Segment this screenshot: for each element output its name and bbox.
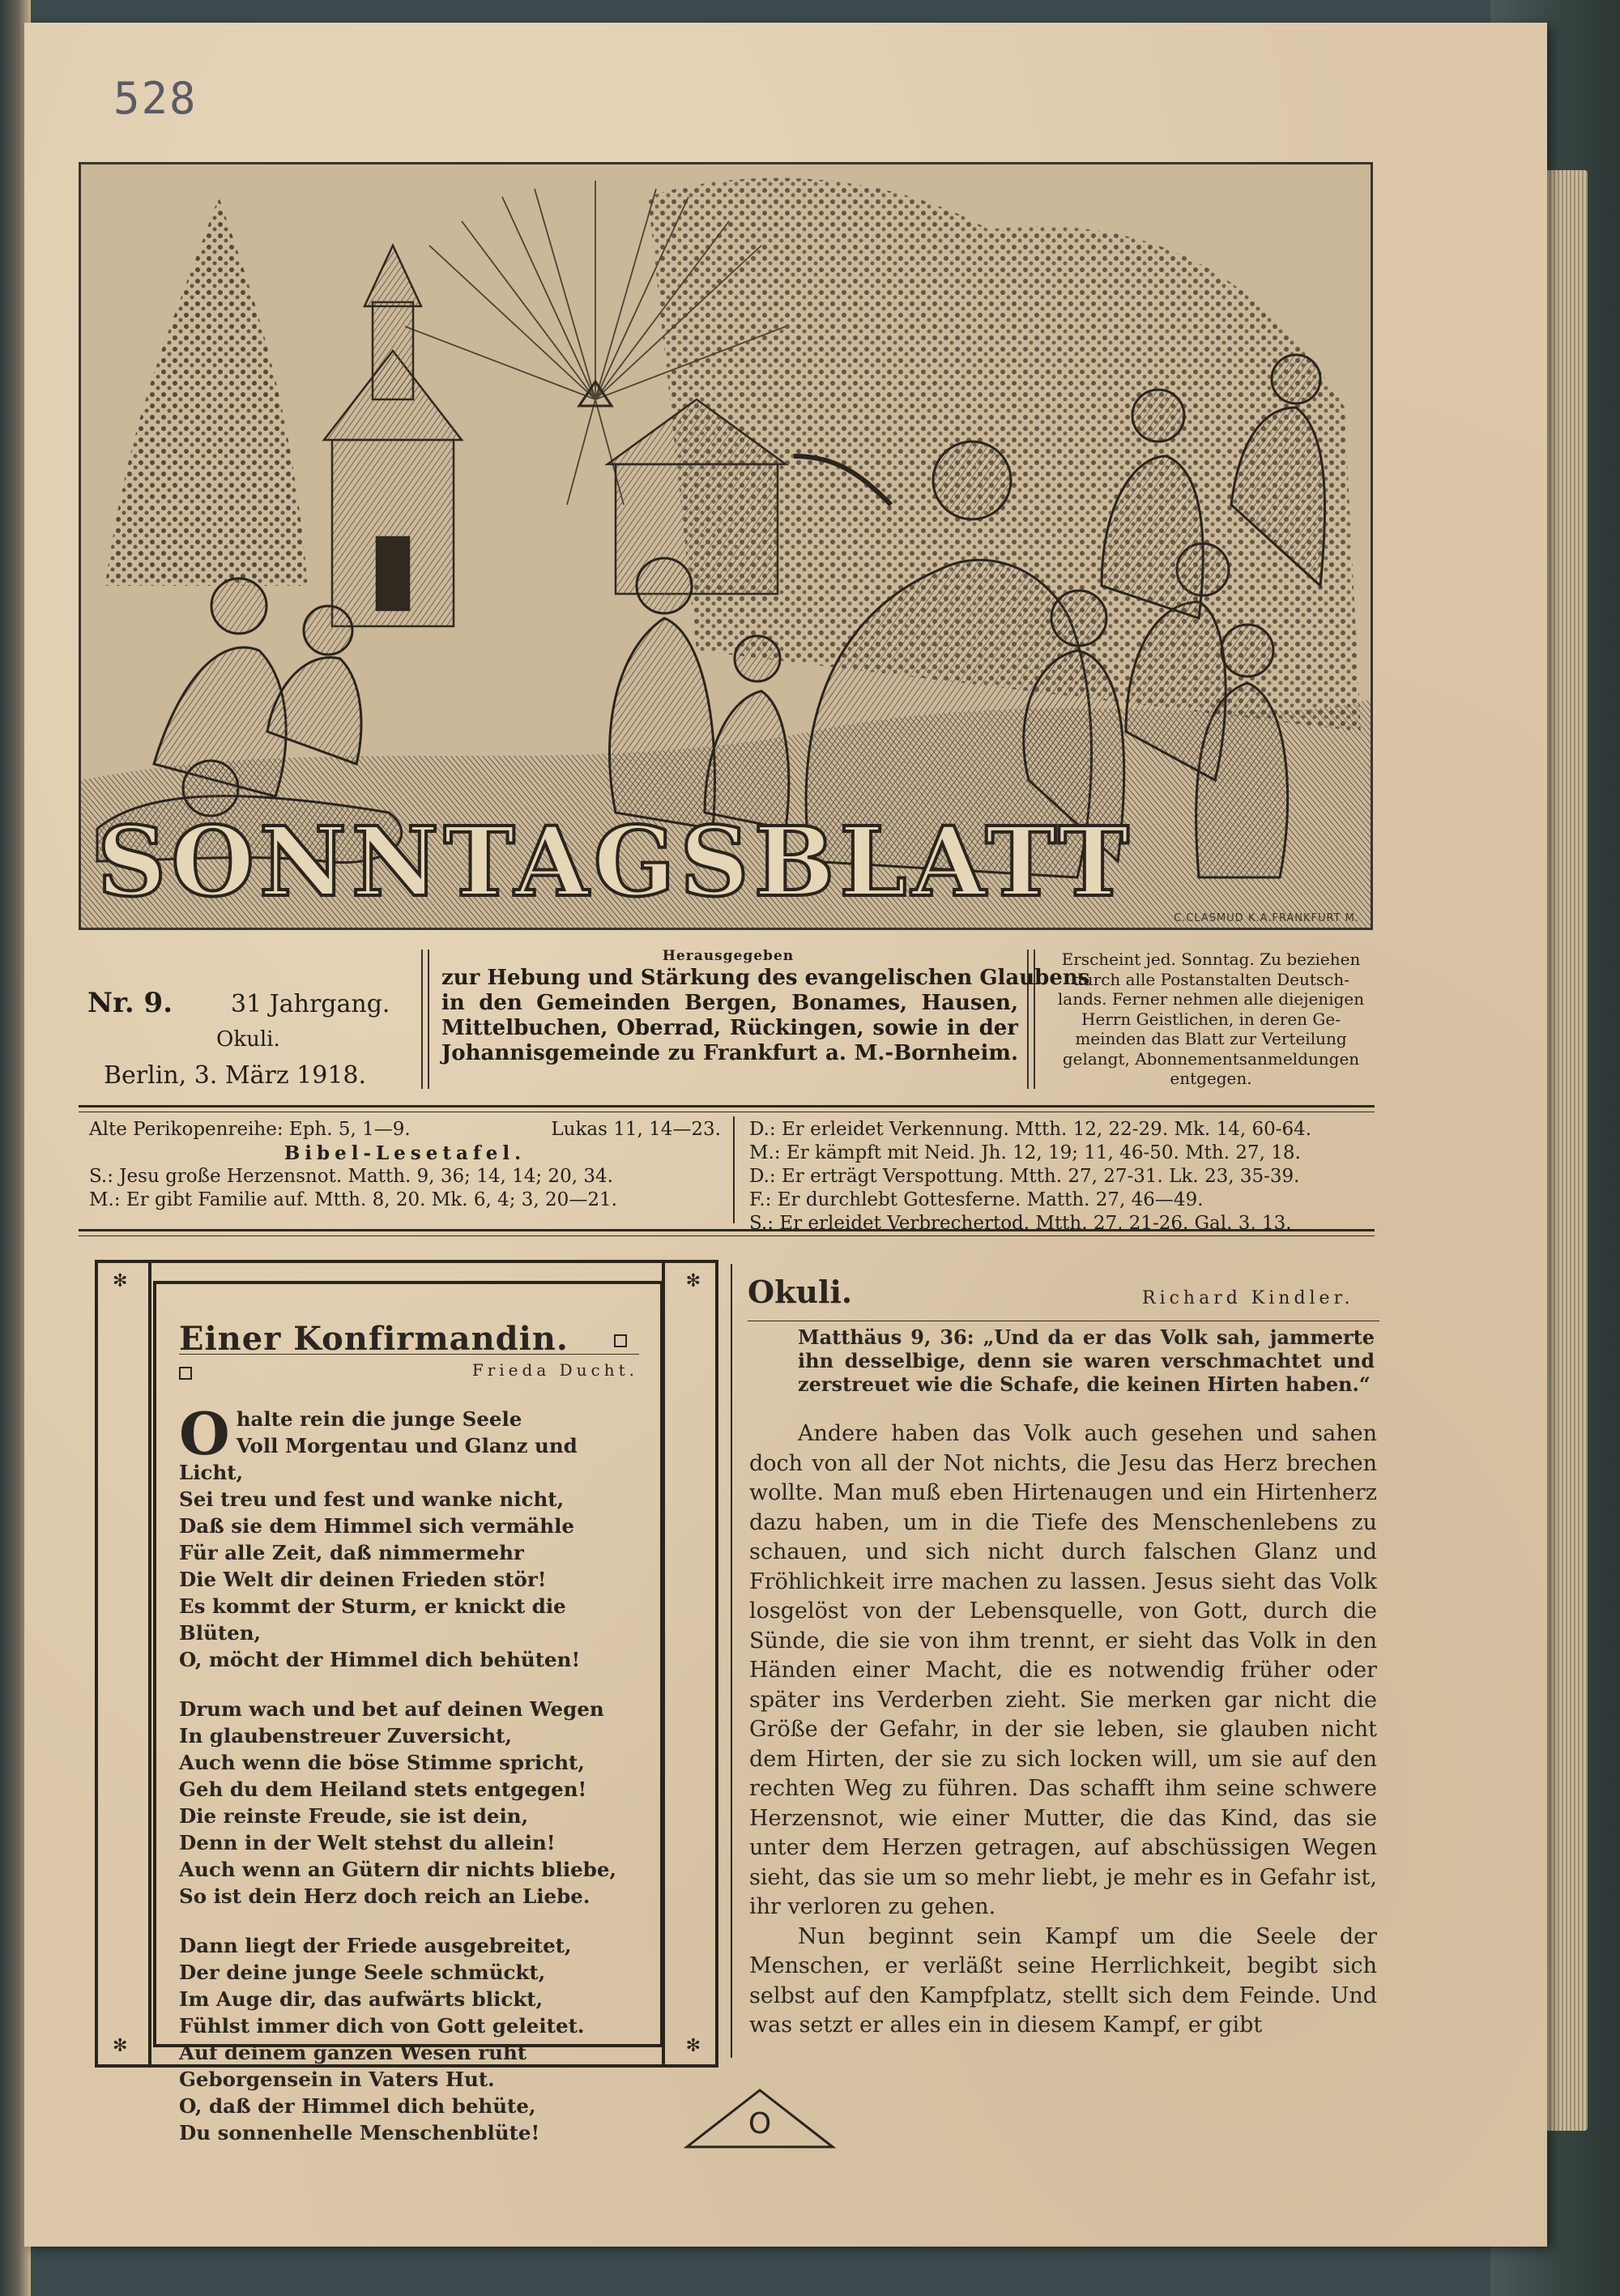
asterisk-ornament-icon: ✻ [113,1271,128,1291]
poem-body [179,1399,633,2169]
article-title: Okuli. [748,1274,853,1310]
poem-line: Geh du dem Heiland stets entgegen! [179,1777,587,1801]
publisher-statement [441,966,1090,1066]
notice-line: Herrn Geistlichen, in deren Ge- [1081,1009,1341,1029]
poem-line: Es kommt der Sturm, er knickt die Blüten, [179,1594,566,1645]
section-rule [79,1235,1375,1236]
reading-line: F.: Er durchlebt Gottesferne. Matth. 27, 46—49. [749,1189,1204,1210]
poem-line: Drum wach und bet auf deinen Wegen [179,1697,604,1721]
header-divider [421,950,423,1089]
printer-signature-mark [683,2086,837,2151]
masthead-illustration [79,162,1373,930]
poem-line: Auch wenn an Gütern dir nichts bliebe, [179,1858,616,1881]
readings-divider [733,1116,735,1223]
poem-line: Die Welt dir deinen Frieden stör! [179,1568,547,1591]
poem-author: Frieda Ducht. [471,1360,638,1380]
poem-title: Einer Konfirmandin. [179,1320,569,1358]
article-paragraph: Andere haben das Volk auch gesehen und sahen doch von all der Not nichts, die Jesu das Herz brechen wollte. Man muß eben Hirtenaugen und ein Hirtenherz dazu haben, um in die Tiefe des Menschenlebens zu schauen, und sich nicht durch falschen Glanz und Fröhlichkeit irre machen zu lassen. Jesus sieht das Volk losgelöst von der Lebensquelle, von Gott, durch die Sünde, die sie von ihm trennt, er sieht das Volk in den Händen einer Macht, die es notwendig früher oder später ins Verderben zieht. Sie merken gar nicht die Größe der Gefahr, in der sie leben, sie glauben nicht dem Hirten, der sie zu sich locken will, um sie auf den rechten Weg zu führen. Das schafft ihm seine schwere Herzensnot, wie einer Mutter, die das Kind, das sie unter dem Herzen getragen, auf abschüssigen Wegen sieht, das sie um so mehr liebt, je mehr es in Gefahr ist, ihr verloren zu gehen. [749,1421,1377,1919]
article-body [749,1419,1377,2041]
notice-line: entgegen. [1170,1069,1252,1088]
poem-line: Fühlst immer dich von Gott geleitet. [179,2014,585,2038]
place-date: Berlin, 3. März 1918. [104,1061,367,1090]
poem-line: Dann liegt der Friede ausgebreitet, [179,1934,572,1957]
reading-line: M.: Er gibt Familie auf. Mtth. 8, 20. Mk. 6, 4; 3, 20—21. [89,1189,617,1210]
reading-line: D.: Er erträgt Verspottung. Mtth. 27, 27-31. Lk. 23, 35-39. [749,1166,1300,1187]
article-scripture-quote: Matthäus 9, 36: „Und da er das Volk sah, jammerte ihn desselbige, denn sie waren verschmachtet und zerstreuet wie die Schafe, die keinen Hirten haben.“ [798,1325,1375,1396]
masthead-title: SONNTAGSBLATT [97,805,1134,918]
poem-line: Du sonnenhelle Menschenblüte! [179,2121,540,2144]
frame-bar [148,1263,151,2064]
poem-line: So ist dein Herz doch reich an Liebe. [179,1884,590,1908]
poem-line: Voll Morgentau und Glanz und Licht, [179,1434,578,1484]
square-ornament-icon [614,1334,627,1347]
poem-stanza [179,1696,633,1910]
notice-line: gelangt, Abonnementsanmeldungen [1062,1048,1360,1069]
poem-line: Im Auge dir, das aufwärts blickt, [179,1987,544,2011]
handwritten-page-number: 528 [113,73,198,124]
liturgical-sunday: Okuli. [216,1027,280,1052]
illustration-credit: C.CLASMUD K.A.FRANKFURT M. [1174,912,1359,924]
poem-title-rule [179,1354,639,1355]
perikopen-gospel: Lukas 11, 14—23. [551,1119,721,1140]
reading-line: D.: Er erleidet Verkennung. Mtth. 12, 22-29. Mk. 14, 60-64. [749,1119,1312,1140]
notice-line: durch alle Postanstalten Deutsch- [1072,969,1349,989]
reading-line: S.: Er erleidet Verbrechertod. Mtth. 27, 21-26. Gal. 3, 13. [749,1213,1292,1234]
asterisk-ornament-icon: ✻ [685,1271,701,1291]
column-divider [731,1264,732,2058]
poem-line: Sei treu und fest und wanke nicht, [179,1487,565,1511]
publisher-heading: Herausgegeben [662,948,795,964]
signature-letter: O [748,2107,772,2140]
notice-line: lands. Ferner nehmen alle diejenigen [1057,989,1365,1009]
poem-line: halte rein die junge Seele [236,1407,522,1431]
article-paragraph: Nun beginnt sein Kampf um die Seele der Menschen, er verläßt seine Herrlichkeit, begibt sich selbst auf den Kampfplatz, stellt sich dem Feinde. Und was setzt er alles ein in diesem Kampf, er gibt [749,1923,1377,2038]
poem-line: Geborgensein in Vaters Hut. [179,2068,495,2091]
poem-line: Die reinste Freude, sie ist dein, [179,1804,529,1828]
asterisk-ornament-icon: ✻ [685,2036,701,2056]
subscription-notice [1045,950,1377,1089]
notice-line: Erscheint jed. Sonntag. Zu beziehen [1061,950,1361,969]
article-author: Richard Kindler. [1142,1288,1354,1308]
poem-line: Der deine junge Seele schmückt, [179,1961,546,1984]
bible-reading-table-left [89,1118,721,1212]
section-rule [79,1229,1375,1231]
publisher-line: zur Hebung und Stärkung des evangelischen Glaubens [441,966,1090,990]
perikopen-label: Alte Perikopenreihe: Eph. 5, 1—9. [89,1119,411,1140]
publisher-line: Mittelbuchen, Oberrad, Rückingen, sowie in der [441,1016,1018,1040]
reading-table-title: Bibel-Lesetafel. [284,1142,526,1164]
poem-line: Daß sie dem Himmel sich vermähle [179,1514,574,1538]
poem-line: O, daß der Himmel dich behüte, [179,2094,536,2118]
reading-line: S.: Jesu große Herzensnot. Matth. 9, 36; 14, 14; 20, 34. [89,1166,613,1187]
square-ornament-icon [179,1367,192,1380]
publisher-line: Johannisgemeinde zu Frankfurt a. M.-Bornheim. [441,1041,1018,1065]
poem-stanza [179,1399,633,1673]
poem-stanza [179,1932,633,2146]
notice-line: meinden das Blatt zur Verteilung [1075,1029,1347,1048]
poem-line: Auf deinem ganzen Wesen ruht [179,2041,527,2064]
header-divider [428,950,429,1089]
poem-line: Denn in der Welt stehst du allein! [179,1831,556,1854]
header-rule [79,1105,1375,1107]
issue-number: Nr. 9. [87,987,173,1019]
publisher-line: in den Gemeinden Bergen, Bonames, Hausen, [441,991,1018,1015]
asterisk-ornament-icon: ✻ [113,2036,128,2056]
poem-line: Für alle Zeit, daß nimmermehr [179,1541,524,1564]
bible-reading-table-right [749,1118,1389,1235]
volume-year: 31 Jahrgang. [231,990,390,1018]
poem-line: O, möcht der Himmel dich behüten! [179,1648,581,1671]
poem-line: In glaubenstreuer Zuversicht, [179,1724,513,1748]
reading-line: M.: Er kämpft mit Neid. Jh. 12, 19; 11, 46-50. Mth. 27, 18. [749,1142,1301,1163]
poem-frame [95,1260,718,2144]
drop-capital: O [179,1399,230,1468]
poem-line: Auch wenn die böse Stimme spricht, [179,1751,585,1774]
